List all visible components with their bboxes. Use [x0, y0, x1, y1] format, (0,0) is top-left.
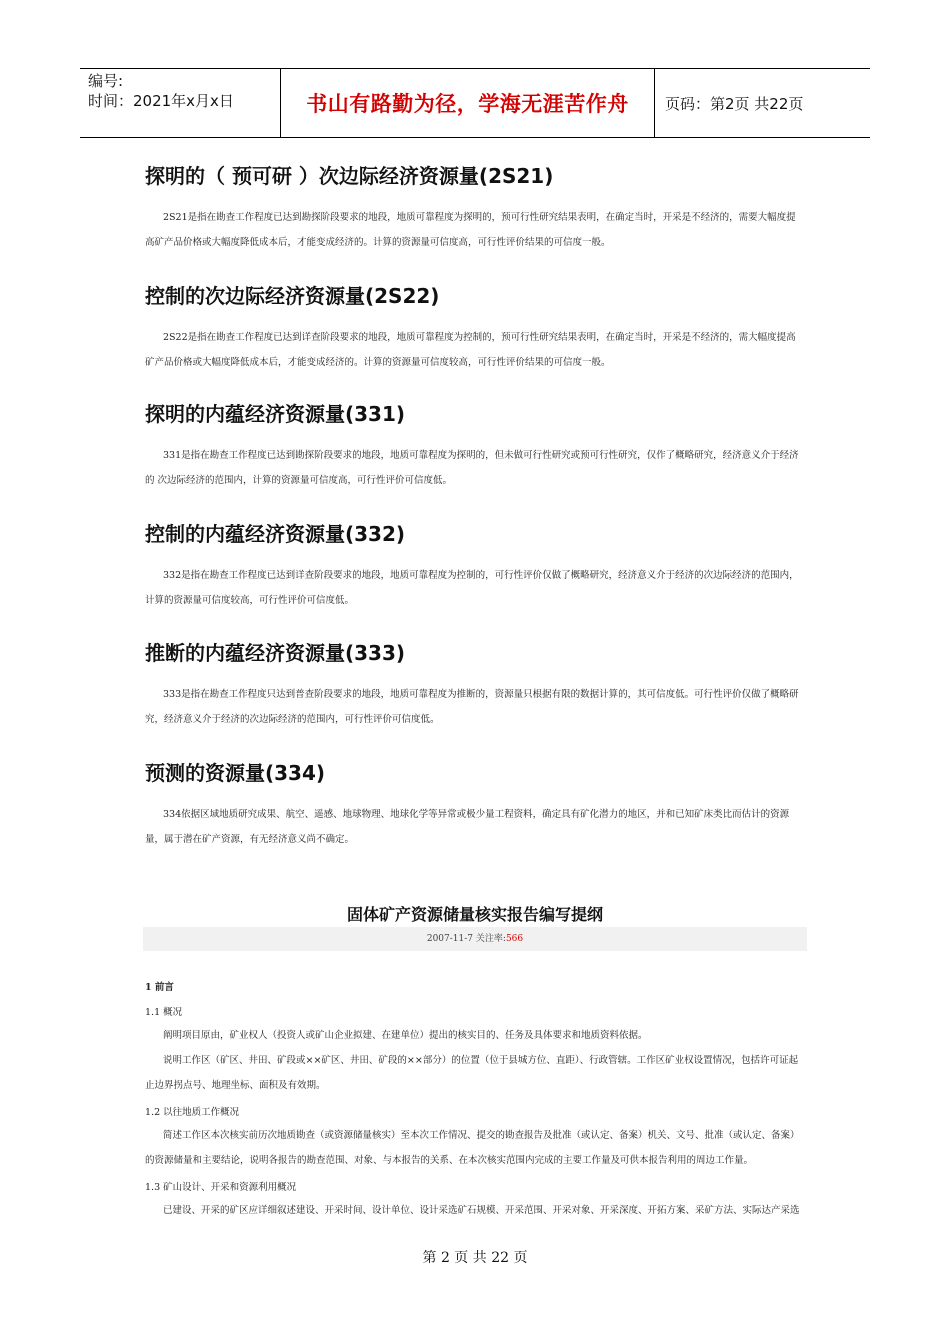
section-paragraph: 333是指在勘查工作程度只达到普查阶段要求的地段，地质可靠程度为推断的，资源量只根据有限的数据计算的，其可信度低。可行性评价仅做了概略研究，经济意义介于经济的次边际经济的范围内，可行性评价可信度低。 — [145, 689, 799, 725]
article-paragraph: 简述工作区本次核实前历次地质勘查（或资源储量核实）至本次工作情况、提交的勘查报告及批准（或认定、备案）机关、文号、批准（或认定、备案）的资源储量和主要结论，说明各报告的勘查范围、对象、与本报告的关系、在本次核实范围内完成的主要工作量及可供本报告利用的周边工作量。 — [145, 1130, 800, 1166]
article-paragraph: 说明工作区（矿区、井田、矿段或××矿区、井田、矿段的××部分）的位置（位于县城方位、直距）、行政管辖。工作区矿业权设置情况，包括许可证起止边界拐点号、地理坐标、面积及有效期。 — [145, 1055, 799, 1091]
section-title: 探明的（ 预可研 ）次边际经济资源量(2S21) — [145, 164, 554, 188]
section-paragraph: 332是指在勘查工作程度已达到详查阶段要求的地段，地质可靠程度为控制的，可行性评价仅做了概略研究，经济意义介于经济的次边际经济的范围内，计算的资源量可信度较高，可行性评价可信度低。 — [145, 570, 799, 606]
section-paragraph: 2S22是指在勘查工作程度已达到详查阶段要求的地段，地质可靠程度为控制的，预可行性研究结果表明，在确定当时，开采是不经济的，需大幅度提高矿产品价格或大幅度降低成本后，才能变成经济的。计算的资源量可信度较高，可行性评价结果的可信度一般。 — [145, 332, 796, 368]
article-paragraph: 阐明项目原由，矿业权人（投资人或矿山企业拟建、在建单位）提出的核实目的、任务及具体要求和地质资料依据。 — [163, 1030, 648, 1041]
section-title: 控制的内蕴经济资源量(332) — [145, 522, 406, 546]
article-heading-1-1: 1.1 概况 — [145, 1007, 183, 1018]
article-meta — [143, 927, 807, 951]
section-title: 预测的资源量(334) — [145, 761, 326, 785]
views-count: 566 — [505, 934, 524, 944]
views-label: 关注率: — [475, 934, 506, 944]
page-info: 页码：第2页 共22页 — [665, 95, 804, 113]
section-title: 控制的次边际经济资源量(2S22) — [145, 284, 440, 308]
section-paragraph: 334依据区域地质研究成果、航空、遥感、地球物理、地球化学等异常或极少量工程资料，确定具有矿化潜力的地区，并和已知矿床类比而估计的资源量，属于潜在矿产资源，有无经济意义尚不确定。 — [145, 809, 790, 845]
header-meta — [88, 71, 278, 111]
article-heading-1-2: 1.2 以往地质工作概况 — [145, 1107, 240, 1118]
section-title: 推断的内蕴经济资源量(333) — [145, 641, 406, 665]
section-paragraph: 2S21是指在勘查工作程度已达到勘探阶段要求的地段，地质可靠程度为探明的，预可行性研究结果表明，在确定当时，开采是不经济的，需要大幅度提高矿产品价格或大幅度降低成本后，才能变成经济的。计算的资源量可信度高，可行性评价结果的可信度一般。 — [145, 212, 796, 248]
article-title: 固体矿产资源储量核实报告编写提纲 — [346, 905, 603, 924]
article-paragraph: 已建设、开采的矿区应详细叙述建设、开采时间、设计单位、设计采选矿石规模、开采范围、开采对象、开采深度、开拓方案、采矿方法、实际达产采选 — [163, 1205, 800, 1216]
number-label: 编号: — [88, 72, 124, 90]
article-heading-1-3: 1.3 矿山设计、开采和资源利用概况 — [145, 1182, 297, 1193]
page-footer: 第 2 页 共 22 页 — [422, 1250, 528, 1266]
header-divider — [654, 69, 655, 137]
time-label: 时间：2021年x月x日 — [88, 92, 234, 110]
section-paragraph: 331是指在勘查工作程度已达到勘探阶段要求的地段，地质可靠程度为探明的，但未做可行性研究或预可行性研究，仅作了概略研究，经济意义介于经济的 次边际经济的范围内，计算的资源量可信度高，可行性评价可信度低。 — [145, 450, 799, 486]
page-header — [80, 68, 870, 138]
section-title: 探明的内蕴经济资源量(331) — [145, 402, 406, 426]
header-motto: 书山有路勤为径，学海无涯苦作舟 — [306, 92, 629, 116]
article-date: 2007-11-7 — [426, 934, 474, 944]
article-heading-1: 1 前言 — [145, 982, 174, 993]
